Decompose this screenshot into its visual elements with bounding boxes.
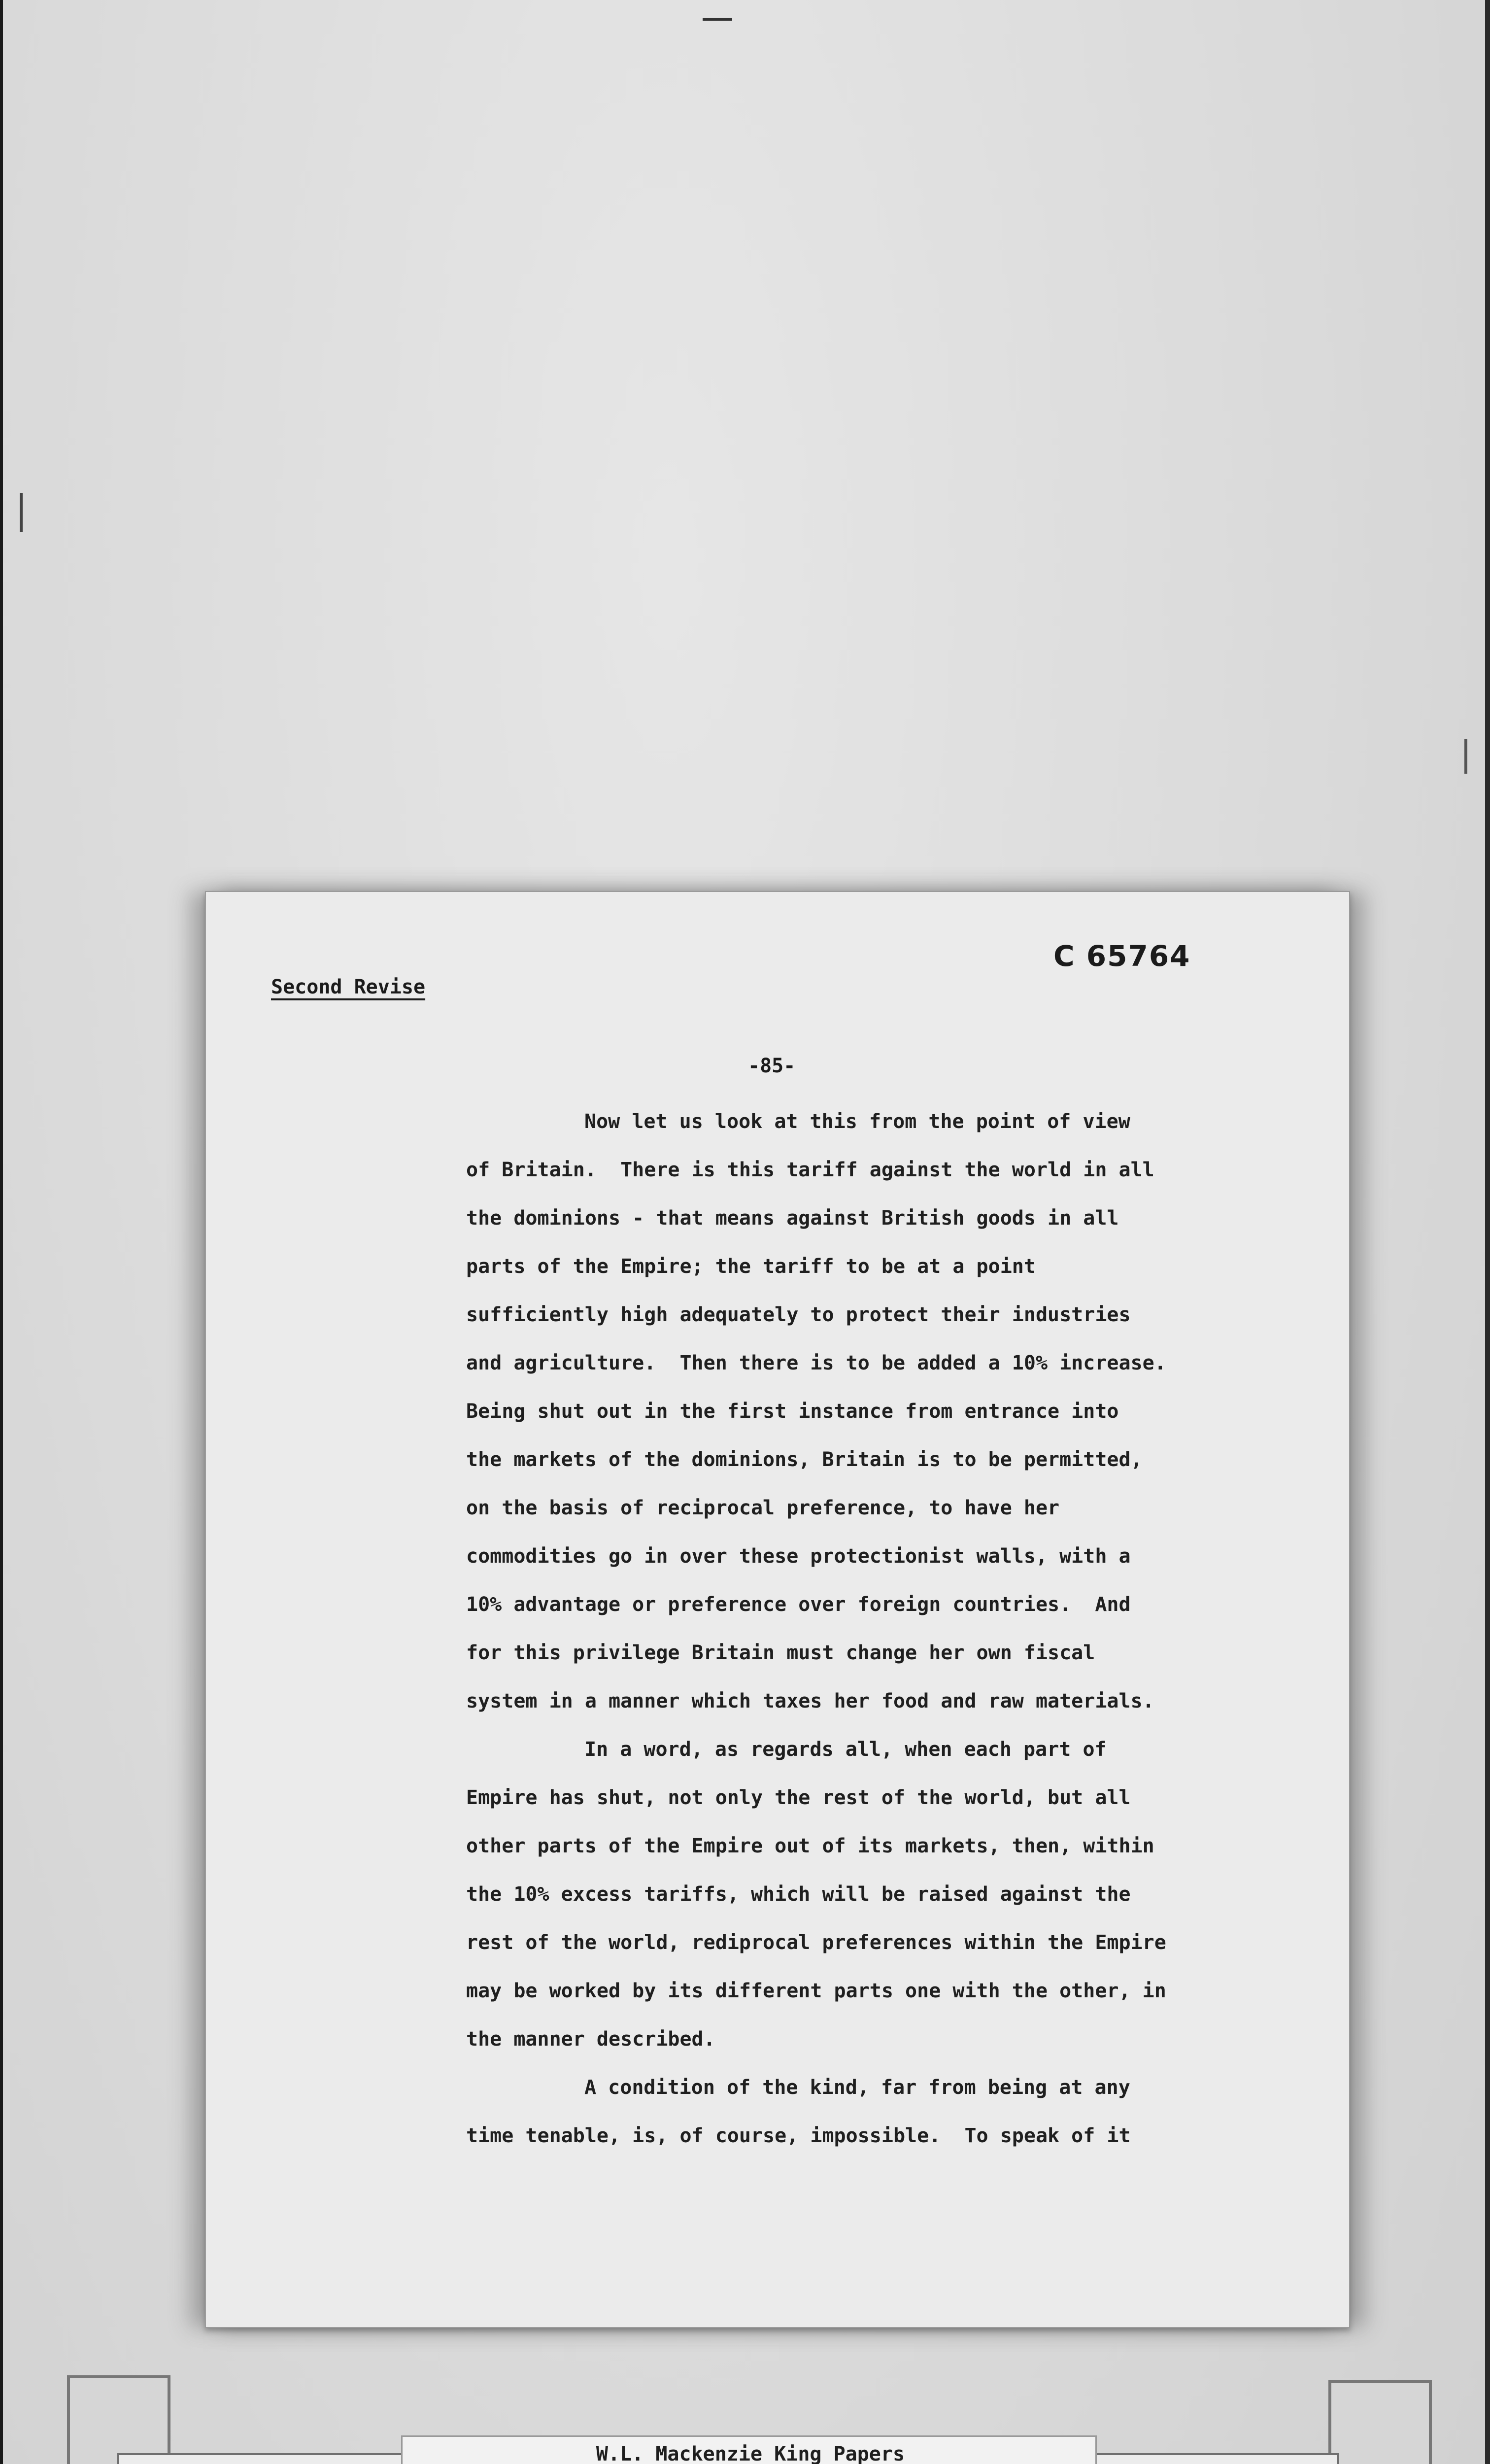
text-line: commodities go in over these protectionist walls, with a [466, 1545, 1131, 1568]
page-number: -85- [748, 1055, 796, 1077]
typed-page [205, 891, 1350, 2328]
collection-name: W.L. Mackenzie King Papers [596, 2443, 905, 2464]
text-line: and agriculture. Then there is to be added a 10% increase. [466, 1352, 1166, 1374]
text-line: of Britain. There is this tariff against the world in all [466, 1159, 1154, 1181]
text-line: parts of the Empire; the tariff to be at a point [466, 1255, 1036, 1278]
text-line: other parts of the Empire out of its markets, then, within [466, 1835, 1154, 1857]
text-line: on the basis of reciprocal preference, to have her [466, 1497, 1060, 1519]
text-line: the dominions - that means against British goods in all [466, 1207, 1119, 1230]
document-id: C 65764 [1053, 939, 1191, 973]
text-line: may be worked by its different parts one with the other, in [466, 1980, 1166, 2002]
text-line: for this privilege Britain must change her own fiscal [466, 1642, 1095, 1664]
text-line: sufficiently high adequately to protect their industries [466, 1303, 1131, 1326]
text-line: Being shut out in the first instance from entrance into [466, 1400, 1119, 1423]
revision-label: Second Revise [271, 976, 426, 998]
text-line: time tenable, is, of course, impossible. To speak of it [466, 2124, 1131, 2147]
text-line: Now let us look at this from the point of view [584, 1110, 1130, 1133]
text-line: system in a manner which taxes her food and raw materials. [466, 1690, 1154, 1712]
text-line: the markets of the dominions, Britain is to be permitted, [466, 1448, 1143, 1471]
text-line: rest of the world, rediprocal preferences within the Empire [466, 1931, 1166, 1954]
card-holder-left [67, 2375, 170, 2464]
text-line: 10% advantage or preference over foreign countries. And [466, 1593, 1131, 1616]
text-line: In a word, as regards all, when each part of [584, 1738, 1107, 1761]
film-mark [703, 18, 732, 21]
text-line: the manner described. [466, 2028, 715, 2051]
film-mark [20, 493, 23, 532]
collection-tab [401, 2435, 1097, 2464]
film-mark [1464, 739, 1467, 774]
card-holder-right [1328, 2380, 1432, 2464]
text-line: the 10% excess tariffs, which will be raised against the [466, 1883, 1131, 1906]
text-line: Empire has shut, not only the rest of the world, but all [466, 1786, 1131, 1809]
text-line: A condition of the kind, far from being at any [584, 2076, 1130, 2099]
